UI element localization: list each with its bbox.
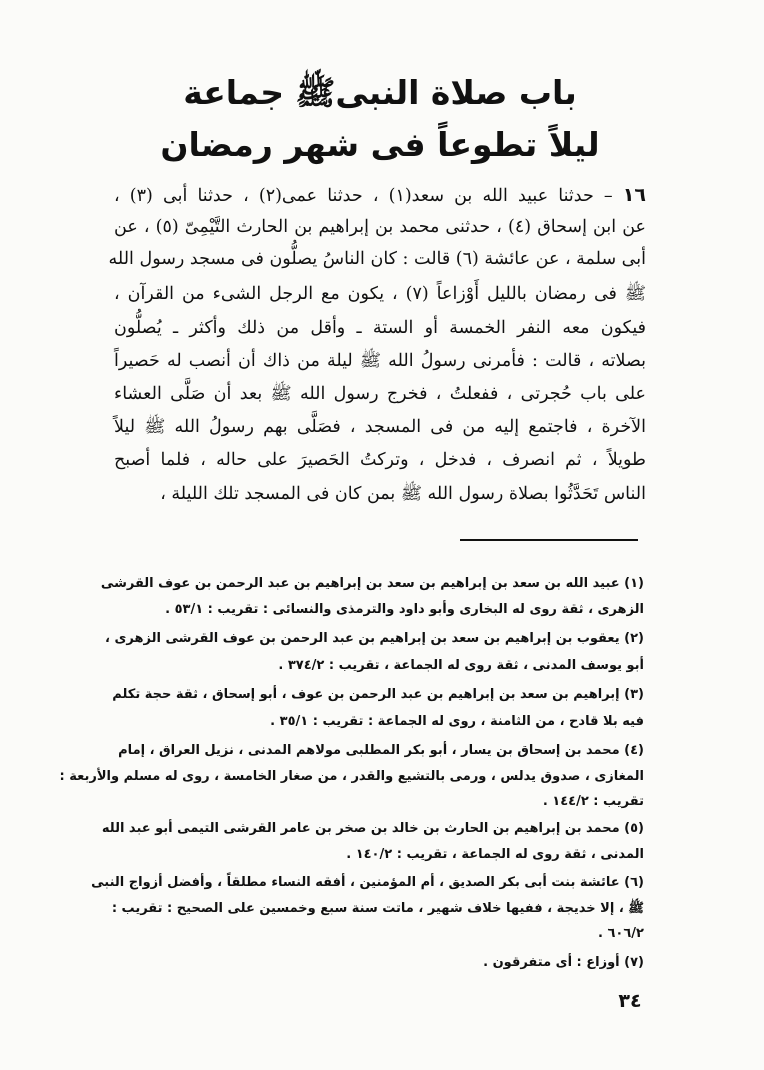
footnote-line: (٥) محمد بن إبراهيم بن الحارث بن خالد بن صخر بن عامر القرشى التيمى أبو عبد الله xyxy=(101,821,644,836)
footnote-line: الزهرى ، ثقة روى له البخارى وأبو داود والترمذى والنسائى : تقريب : ٥٣/١ . xyxy=(165,602,644,617)
footnote-line: (٣) إبراهيم بن سعد بن إبراهيم بن عبد الرحمن بن عوف ، أبو إسحاق ، ثقة حجة تكلم xyxy=(112,687,644,702)
footnote-separator xyxy=(460,539,638,541)
footnote-line: المدنى ، ثقة روى له الجماعة ، تقريب : ١٤٠/٢ . xyxy=(346,847,644,862)
hadith-line: على باب حُجرتى ، ففعلتُ ، فخرج رسول الله ﷺ بعد أن صَلَّى العشاء xyxy=(114,384,646,404)
hadith-line: فيكون معه النفر الخمسة أو الستة ـ وأقل من ذلك وأكثر ـ يُصلُّون xyxy=(114,318,646,338)
page-number: ٣٤ xyxy=(618,990,642,1012)
footnote-line: أبو يوسف المدنى ، ثقة روى له الجماعة ، تقريب : ٣٧٤/٢ . xyxy=(278,658,644,673)
hadith-line: عن ابن إسحاق (٤) ، حدثنى محمد بن إبراهيم بن الحارث التَّيْمِىّ (٥) ، عن xyxy=(114,217,646,237)
footnote-line: فيه بلا قادح ، من الثامنة ، روى له الجماعة : تقريب : ٣٥/١ . xyxy=(270,714,644,729)
footnote-line: (١) عبيد الله بن سعد بن إبراهيم بن سعد بن إبراهيم بن عبد الرحمن بن عوف القرشى xyxy=(100,576,644,591)
footnote-line: المغازى ، صدوق يدلس ، ورمى بالتشيع والقدر ، من صغار الخامسة ، روى له مسلم والأربعة : xyxy=(59,769,644,784)
footnote-line: (٢) يعقوب بن إبراهيم بن سعد بن إبراهيم بن عبد الرحمن بن عوف القرشى الزهرى ، xyxy=(105,631,644,646)
footnote-line: ٦٠٦/٢ . xyxy=(598,926,644,941)
hadith-line: بصلاته ، قالت : فأمرنى رسولُ الله ﷺ ليلة من ذاك أن أنصب له حَصيراً xyxy=(114,351,646,371)
hadith-line: أبى سلمة ، عن عائشة (٦) قالت : كان الناسُ يصلُّون فى مسجد رسول الله xyxy=(108,249,646,269)
hadith-line: ﷺ فى رمضان بالليل أَوْزاعاً (٧) ، يكون مع الرجل الشىء من القرآن ، xyxy=(114,284,646,304)
footnote-line: (٤) محمد بن إسحاق بن يسار ، أبو بكر المطلبى مولاهم المدنى ، نزيل العراق ، إمام xyxy=(118,743,644,758)
footnote-line: (٦) عائشة بنت أبى بكر الصديق ، أم المؤمنين ، أفقه النساء مطلقاً ، وأفضل أزواج النبى xyxy=(91,875,644,890)
footnote-line: تقريب : ١٤٤/٢ . xyxy=(542,794,644,809)
hadith-line: الناس تَحَدَّثُوا بصلاة رسول الله ﷺ بمن كان فى المسجد تلك الليلة ، xyxy=(160,484,646,504)
hadith-number: ١٦ xyxy=(622,184,646,206)
footnote-line: (٧) أوزاع : أى متفرقون . xyxy=(483,955,644,970)
chapter-title-line-2: ليلاً تطوعاً فى شهر رمضان xyxy=(160,125,600,164)
hadith-line: الآخرة ، فاجتمع إليه من فى المسجد ، فصَلَّى بهم رسولُ الله ﷺ ليلاً xyxy=(114,417,646,437)
footnote-line: ﷺ ، إلا خديجة ، ففيها خلاف شهير ، ماتت سنة سبع وخمسين على الصحيح : تقريب : xyxy=(111,901,644,916)
chapter-title-line-1: باب صلاة النبىﷺ جماعة xyxy=(183,73,577,112)
hadith-line: طويلاً ، ثم انصرف ، فدخل ، وتركتُ الحَصيرَ على حاله ، فلما أصبح xyxy=(114,450,646,470)
hadith-line: ١٦ – حدثنا عبيد الله بن سعد(١) ، حدثنا عمى(٢) ، حدثنا أبى (٣) ، xyxy=(114,184,646,206)
